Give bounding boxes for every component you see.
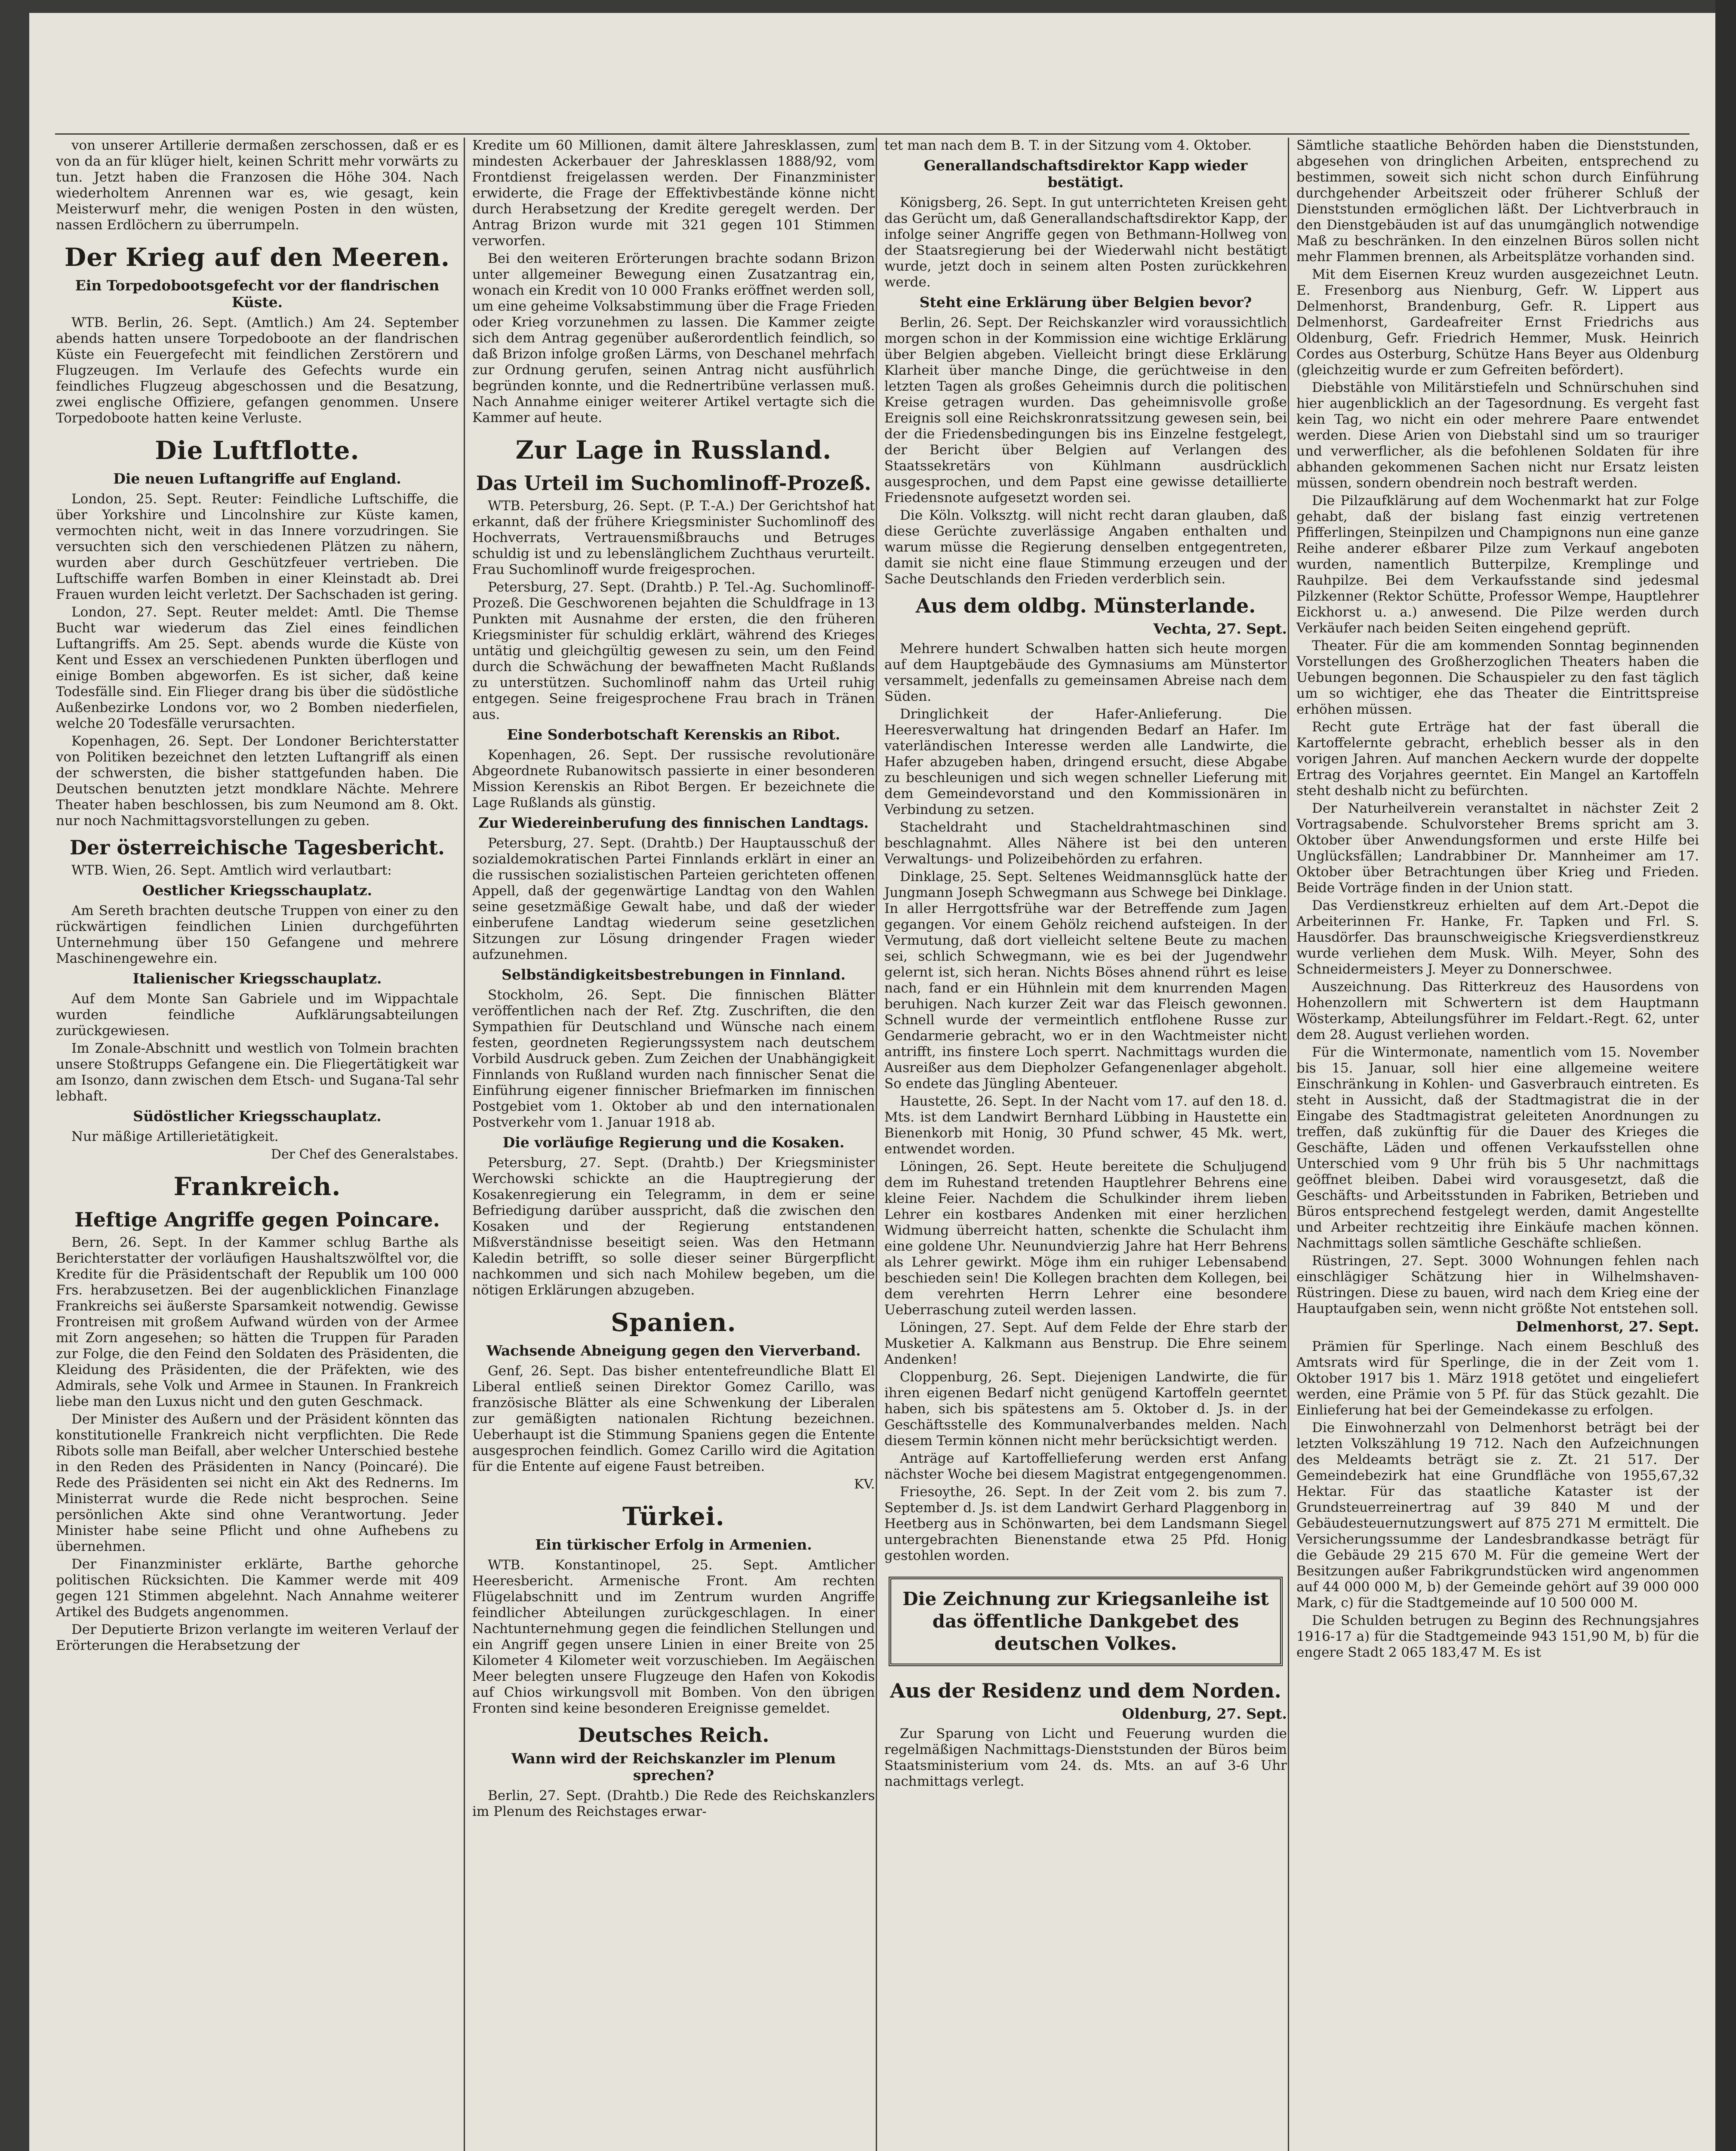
subheadline: Wachsende Abneigung gegen den Vierverband. <box>486 1342 861 1359</box>
article-text: Kopenhagen, 26. Sept. Der Londoner Berichterstatter von Politiken bezeichnet den letzten Luftangriff als einen der schwersten, die bisher stattgefunden haben. Die Deutschen benutzten jetzt mondklare Nächte. Mehrere Theater haben beschlossen, bis zum Neumond am 8. Okt. nur noch Nachmittagsvorstellungen zu geben. <box>56 733 459 829</box>
subheadline: Zur Wiedereinberufung des finnischen Landtags. <box>478 814 869 831</box>
article-text: London, 27. Sept. Reuter meldet: Amtl. Die Themse Bucht war wiederum das Ziel eines feindlichen Luftangriffs. Am 25. Sept. abends wurde die Küste von Kent und Essex an verschiedenen Punkten überflogen und einige Bomben abgeworfen. Es ist sicher, daß keine Todesfälle sind. Ein Flieger drang bis über die südöstliche Außenbezirke Londons vor, wo 2 Bomben niederfielen, welche 20 Todesfälle verursachten. <box>56 604 459 731</box>
newspaper-page <box>29 13 1715 2151</box>
article-text: Cloppenburg, 26. Sept. Diejenigen Landwirte, die für ihren eigenen Bedarf nicht genügend Kartoffeln geerntet haben, sich bis spätestens am 5. Oktober d. Js. in der Geschäftsstelle des Kommunalverbandes melden. Nach diesem Termin können nicht mehr berücksichtigt werden. <box>884 1369 1287 1448</box>
headline-muensterland: Aus dem oldbg. Münsterlande. <box>915 594 1256 617</box>
headline-russland: Zur Lage in Russland. <box>515 435 832 465</box>
article-text: Berlin, 26. Sept. Der Reichskanzler wird voraussichtlich morgen schon in der Kommission eine wichtige Erklärung über Belgien abgeben. Vielleicht bringt diese Erklärung Klarheit über manche Dinge, die gerüchtweise in den letzten Tagen als großes Geheimnis durch die politischen Kreise getragen wurden. Das geheimnisvolle große Ereignis soll eine Reichskronratssitzung gewesen sein, bei der die Friedensbedingungen bis ins Einzelne festgelegt, der Bericht über Belgien auf Verlangen des Staatssekretärs von Kühlmann ausdrücklich ausgesprochen, und dem Papst eine gewisse detaillierte Friedensnote aufgesetzt worden sei. <box>884 315 1287 505</box>
article-text: WTB. Konstantinopel, 25. Sept. Amtlicher Heeresbericht. Armenische Front. Am rechten Flügelabschnitt und im Zentrum wurden Angriffe feindlicher Abteilungen zurückgeschlagen. In einer Nachtunternehmung gegen die feindlichen Stellungen und ein Angriff gegen unsere Linien in einer Breite von 25 Kilometer 4 Kilometer weit vorzuschieben. Im Aegäischen Meer belegten unsere Flugzeuge den Hafen von Kokodis auf Chios wirkungsvoll mit Bomben. Von den übrigen Fronten sind keine besonderen Ereignisse gemeldet. <box>472 1557 875 1716</box>
article-text: Bei den weiteren Erörterungen brachte sodann Brizon unter allgemeiner Bewegung einen Zusatzantrag ein, wonach ein Kredit von 10 000 Franks eröffnet werden soll, um eine geheime Volksabstimmung über die Frage Frieden oder Krieg vorzunehmen zu lassen. Die Kammer zeigte sich dem Antrag gegenüber außerordentlich feindlich, so daß Brizon infolge großen Lärms, von Deschanel mehrfach zur Ordnung gerufen, seinen Antrag nicht ausführlich begründen konnte, und die Rednertribüne verlassen muß. Nach Annahme einiger weiterer Artikel vertagte sich die Kammer auf heute. <box>472 251 875 425</box>
headline-tuerkei: Türkei. <box>622 1502 725 1531</box>
article-text: Petersburg, 27. Sept. (Drahtb.) Der Hauptausschuß der sozialdemokratischen Partei Finnlands erklärt in einer an die russischen sozialistischen Parteien gerichteten offenen Appell, daß der gegenwärtige Landtag von den Wahlen seine gesetzmäßige Gewalt habe, und daß der wieder einberufene Landtag wiederum seine gesetzlichen Sitzungen zur Lösung dringender Fragen wieder aufzunehmen. <box>472 835 875 962</box>
article-text: Dinklage, 25. Sept. Seltenes Weidmannsglück hatte der Jungmann Joseph Schwegmann aus Schwege bei Dinklage. In aller Herrgottsfrühe war der Betreffende zum Jagen gegangen. Vor einem Gehölz reichend aufsteigen. In der Vermutung, daß dort vielleicht seltene Beute zu machen sei, schlich Schwegmann, wie es bei der Jugendwehr gelernt ist, sich heran. Nichts Böses ahnend rührt es leise nach, fand er ein Hühnlein mit dem knurrenden Magen beruhigen. Nach kurzer Zeit war das Fleisch gewonnen. Schnell wurde der vermeintlich entflohene Russe zur Gendarmerie gebracht, wo er in den Wachtmeister nicht antrifft, ins finstere Loch sperrt. Nachmittags wurden die Ausreißer aus dem Diepholzer Gefangenenlager abgeholt. So endete das Jüngling Abenteuer. <box>884 869 1287 1091</box>
article-text: Bern, 26. Sept. In der Kammer schlug Barthe als Berichterstatter der vorläufigen Haushaltszwölftel vor, die Kredite für die Präsidentschaft der Republik um 100 000 Frs. herabzusetzen. Bei der augenblicklichen Finanzlage Frankreichs sei äußerste Sparsamkeit notwendig. Gewisse Frontreisen mit großem Aufwand würden von der Armee mit Zorn angesehen; so hätten die Truppen für Paraden zur Folge, die den Feind den Soldaten des Präsidenten, die Kleidung des Präsidenten, die der Präfekten, wie des Admirals, sehe Volk und Armee in Staunen. In Frankreich liebe man den Luxus nicht und den guten Geschmack. <box>56 1235 459 1409</box>
article-text: Auf dem Monte San Gabriele und im Wippachtale wurden feindliche Aufklärungsabteilungen zurückgewiesen. <box>56 991 459 1039</box>
article-text: Der Naturheilverein veranstaltet in nächster Zeit 2 Vortragsabende. Schulvorsteher Brems spricht am 3. Oktober über Anwendungsformen und erste Hilfe bei Unglücksfällen; Landrabbiner Dr. Mannheimer am 17. Oktober über Betrachtungen über Krieg und Frieden. Beide Vorträge finden in der Union statt. <box>1296 801 1699 896</box>
article-text: Mit dem Eisernen Kreuz wurden ausgezeichnet Leutn. E. Fresenborg aus Nienburg, Gefr. W. Lippert aus Delmenhorst, Brandenburg, Gefr. R. Lippert aus Delmenhorst, Gardeafreiter Ernst Friedrichs aus Oldenburg, Gefr. Friedrich Hemmer, Musk. Heinrich Cordes aus Osterburg, Schütze Hans Beyer aus Oldenburg (gleichzeitig wurde er zum Gefreiten befördert). <box>1296 267 1699 378</box>
article-text: Zur Sparung von Licht und Feuerung wurden die regelmäßigen Nachmittags-Dienststunden der Büros beim Staatsministerium vom 24. ds. Mts. an auf 3-6 Uhr nachmittags verlegt. <box>884 1726 1287 1789</box>
article-text: Diebstähle von Militärstiefeln und Schnürschuhen sind hier augenblicklich an der Tagesordnung. Es vergeht fast kein Tag, wo nicht ein oder mehrere Paare entwendet werden. Diese Arien von Diebstahl sind um so trauriger und verwerflicher, als die befohlenen Soldaten für ihre abhanden gekommenen Sachen nicht nur Ersatz leisten müssen, sondern obendrein noch bestraft werden. <box>1296 380 1699 491</box>
subheadline: Steht eine Erklärung über Belgien bevor? <box>919 294 1252 311</box>
article-text: Für die Wintermonate, namentlich vom 15. November bis 15. Januar, soll hier eine allgemeine weitere Einschränkung in Kohlen- und Gasverbrauch eintreten. Es steht in Aussicht, daß der Stadtmagistrat die in der Eingabe des Stadtmagistrat geleiteten Anordnungen zu treffen, daß zukünftig für die Dauer des Krieges die Geschäfte, Läden und offenen Verkaufsstellen ohne Unterschied vom 9 Uhr früh bis 5 Uhr nachmittags geöffnet bleiben. Dabei wird vorausgesetzt, daß die Geschäfts- und Arbeitsstunden in Fabriken, Betrieben und Büros entsprechend festgelegt werden, damit Angestellte und Arbeiter rechtzeitig ihre Einkäufe machen können. Nachmittags sollen sämtliche Geschäfte schließen. <box>1296 1045 1699 1251</box>
article-text: WTB. Wien, 26. Sept. Amtlich wird verlautbart: <box>71 863 392 878</box>
page-edge-shadow <box>1715 0 1736 2151</box>
article-text: Petersburg, 27. Sept. (Drahtb.) P. Tel.-Ag. Suchomlinoff-Prozeß. Die Geschworenen bejahten die Schuldfrage in 13 Punkten mit Ausnahme der ersten, die den früheren Kriegsminister für schuldig erklärt, während des Krieges untätig und gleichgültig gewesen zu sein, um den Feind durch die Schwächung der bewaffneten Macht Rußlands zu unterstützen. Suchomlinoff nahm das Urteil ruhig entgegen. Seine freigesprochene Frau brach in Tränen aus. <box>472 579 875 722</box>
article-text: WTB. Berlin, 26. Sept. (Amtlich.) Am 24. September abends hatten unsere Torpedoboote an der flandrischen Küste ein Feuergefecht mit feindlichen Zerstörern und Flugzeugen. Im Verlaufe des Gefechts wurde ein feindliches Flugzeug abgeschossen und die Besatzung, zwei englische Offiziere, gefangen genommen. Unsere Torpedoboote hatten keine Verluste. <box>56 315 459 426</box>
article-text: Der Finanzminister erklärte, Barthe gehorche politischen Rücksichten. Die Kammer werde mit 409 gegen 121 Stimmen abgelehnt. Nach Annahme weiterer Artikel des Budgets angenommen. <box>56 1556 459 1620</box>
article-text: Im Zonale-Abschnitt und westlich von Tolmein brachten unsere Stoßtrupps Gefangene ein. Die Fliegertätigkeit war am Isonzo, dann zwischen dem Etsch- und Sugana-Tal sehr lebhaft. <box>56 1041 459 1104</box>
column-3 <box>879 138 1292 2151</box>
article-text: Die Köln. Volksztg. will nicht recht daran glauben, daß diese Gerüchte zuverlässige Angaben enthalten und warum müsse die Regierung denselben entgegentreten, damit sie nicht eine flaue Stimmung erzeugen und der Sache Deutschlands den Frieden verderblich sein. <box>884 508 1287 587</box>
article-text: von unserer Artillerie dermaßen zerschossen, daß er es von da an für klüger hielt, keinen Schritt mehr vorwärts zu tun. Jetzt haben die Franzosen die Höhe 304. Nach wiederholtem Anrennen war es, wie gesagt, kein Meisterwurf mehr, die wenigen Posten in den wüsten, nassen Erdlöchern zu überrumpeln. <box>56 138 459 233</box>
article-text: Stacheldraht und Stacheldrahtmaschinen sind beschlagnahmt. Alles Nähere ist bei den unteren Verwaltungs- und Polizeibehörden zu erfahren. <box>884 820 1287 867</box>
subheadline: Ein türkischer Erfolg in Armenien. <box>535 1536 812 1553</box>
subheadline: Italienischer Kriegsschauplatz. <box>132 970 382 987</box>
article-text: Friesoythe, 26. Sept. In der Zeit vom 2. bis zum 7. September d. Js. ist dem Landwirt Gerhard Plaggenborg in Heetberg aus in Schönwarten, bei dem Landsmann Siegel untergebrachten Bienenstande etwa 25 Pfd. Honig gestohlen worden. <box>884 1484 1287 1563</box>
article-text: Anträge auf Kartoffellieferung werden erst Anfang nächster Woche bei diesem Magistrat entgegengenommen. <box>884 1451 1287 1482</box>
article-text: Nur mäßige Artillerietätigkeit. <box>71 1129 279 1144</box>
article-text: Petersburg, 27. Sept. (Drahtb.) Der Kriegsminister Werchowski schickte an die Hauptregierung der Kosakenregierung ein Telegramm, in dem er seine Befriedigung darüber ausspricht, daß die zwischen den Kosaken und der Regierung entstandenen Mißverständnisse beseitigt seien. Was den Hetmann Kaledin betrifft, so solle dieser seiner Bürgerpflicht nachkommen und sich nach Mohilew begeben, um die nötigen Erklärungen abzugeben. <box>472 1155 875 1298</box>
article-text: Das Verdienstkreuz erhielten auf dem Art.-Depot die Arbeiterinnen Fr. Hanke, Fr. Tapken und Frl. S. Hausdörfer. Das braunschweigische Kriegsverdienstkreuz wurde verliehen dem Musk. Wilh. Meyer, Sohn des Schneidermeisters J. Meyer zu Donnerschwee. <box>1296 898 1699 977</box>
article-text: WTB. Petersburg, 26. Sept. (P. T.-A.) Der Gerichtshof hat erkannt, daß der frühere Kriegsminister Suchomlinoff des Hochverrats, Vertrauensmißbrauchs und Betruges schuldig ist und zu lebenslänglichem Zuchthaus verurteilt. Frau Suchomlinoff wurde freigesprochen. <box>472 498 875 577</box>
article-text: Dringlichkeit der Hafer-Anlieferung. Die Heeresverwaltung hat dringenden Bedarf an Hafer. Im vaterländischen Interesse werden alle Landwirte, die Hafer abzugeben haben, dringend ersucht, diese Abgabe zu beschleunigen und sich wegen schneller Lieferung mit dem Gemeindevorstand und den Kommissionären in Verbindung zu setzen. <box>884 706 1287 817</box>
column-2 <box>467 138 880 2151</box>
article-text: Sämtliche staatliche Behörden haben die Dienststunden, abgesehen von dringlichen Arbeiten, entsprechend zu bestimmen, soweit sich nicht schon durch Einführung durchgehender Arbeitszeit oder früherer Schluß der Dienststunden ermöglichen läßt. Der Lichtverbrauch in den Dienstgebäuden ist auf das unumgänglich notwendige Maß zu beschränken. In den einzelnen Büros sollen nicht mehr Flammen brennen, als Arbeitsplätze vorhanden sind. <box>1296 138 1699 265</box>
subheadline: Ein Torpedobootsgefecht vor der flandrischen Küste. <box>75 277 440 311</box>
subheadline: Generallandschaftsdirektor Kapp wieder bestätigt. <box>923 157 1248 191</box>
subheadline-large: Heftige Angriffe gegen Poincare. <box>74 1208 440 1231</box>
article-text: tet man nach dem B. T. in der Sitzung vom 4. Oktober. <box>884 138 1252 153</box>
signature: Der Chef des Generalstabes. <box>271 1147 459 1162</box>
article-text: Löningen, 27. Sept. Auf dem Felde der Ehre starb der Musketier A. Kalkmann aus Benstrup. Die Ehre seinem Andenken! <box>884 1320 1287 1367</box>
headline-meeren: Der Krieg auf den Meeren. <box>64 243 450 272</box>
article-text: Der Deputierte Brizon verlangte im weiteren Verlauf der Erörterungen die Herabsetzung der <box>56 1622 459 1653</box>
subheadline: Die vorläufige Regierung und die Kosaken. <box>502 1134 845 1151</box>
article-text: Die Pilzaufklärung auf dem Wochenmarkt hat zur Folge gehabt, daß der bislang fast einzig vertretenen Pfifferlingen, Steinpilzen und Champignons nun eine ganze Reihe anderer eßbarer Pilze zum Verkauf angeboten wurden, namentlich Butterpilze, Kremplinge und Rauhpilze. Bei dem Verkaufsstande sind jedesmal Pilzkenner (Rektor Schütte, Professor Wempe, Hauptlehrer Eickhorst u. a.) anwesend. Die Pilze werden durch Verkäufer nach beiden Seiten eingehend geprüft. <box>1296 493 1699 636</box>
article-text: Königsberg, 26. Sept. In gut unterrichteten Kreisen geht das Gerücht um, daß Generallandschaftsdirektor Kapp, der infolge seiner Angriffe gegen von Bethmann-Hollweg von der Staatsregierung bei der Wiederwahl nicht bestätigt wurde, jetzt doch in seinem alten Posten zurückkehren werde. <box>884 195 1287 290</box>
column-1 <box>51 138 464 2151</box>
subheadline: Südöstlicher Kriegsschauplatz. <box>133 1108 382 1125</box>
subheadline: Oestlicher Kriegsschauplatz. <box>142 882 372 899</box>
article-text: Am Sereth brachten deutsche Truppen von einer zu den rückwärtigen feindlichen Linien durchgeführten Unternehmung über 150 Gefangene und mehrere Maschinengewehre ein. <box>56 903 459 966</box>
article-text: Berlin, 27. Sept. (Drahtb.) Die Rede des Reichskanzlers im Plenum des Reichstages erwar- <box>472 1788 875 1819</box>
article-text: Der Minister des Außern und der Präsident könnten das konstitutionelle Frankreich nicht verpflichten. Die Rede Ribots solle man Beifall, aber welcher Unterschied bestehe in den Reden des Präsidenten in Nancy (Poincaré). Die Rede des Präsidenten sei nicht ein Akt des Rednerns. Im Ministerrat wurde die Rede nicht besprochen. Seine persönlichen Akte sind ohne Verantwortung. Jeder Minister habe seine Pflicht und ohne Aufhebens zu übernehmen. <box>56 1411 459 1554</box>
article-text: Die Schulden betrugen zu Beginn des Rechnungsjahres 1916-17 a) für die Stadtgemeinde 943 151,90 M, b) für die engere Stadt 2 065 183,47 M. Es ist <box>1296 1613 1699 1660</box>
headline-oesterreich: Der österreichische Tagesbericht. <box>69 836 445 859</box>
dateline: Oldenburg, 27. Sept. <box>1122 1705 1287 1722</box>
dateline: Delmenhorst, 27. Sept. <box>1516 1318 1699 1335</box>
article-text: Genf, 26. Sept. Das bisher ententefreundliche Blatt El Liberal entließ seinen Direktor Gomez Carillo, was französische Blätter als eine Schwenkung der Liberalen zur gemäßigten nationalen Richtung bezeichnen. Ueberhaupt ist die Stimmung Spaniens gegen die Entente ausgesprochen feindlich. Gomez Carillo wird die Agitation für die Entente auf eigene Faust betreiben. <box>472 1363 875 1474</box>
dateline: Vechta, 27. Sept. <box>1153 620 1287 637</box>
column-rule <box>464 138 465 2151</box>
article-text: Die Einwohnerzahl von Delmenhorst beträgt bei der letzten Volkszählung 19 712. Nach den Aufzeichnungen des Meldeamts beträgt sie z. Zt. 21 517. Der Gemeindebezirk hat eine Grundfläche von 1955,67,32 Hektar. Für das staatliche Kataster ist der Grundsteuerreinertrag auf 39 840 M und der Gebäudesteuernutzungswert auf 875 271 M ermittelt. Die Versicherungssumme der Landesbrandkasse beträgt für die Gebäude 29 215 670 M. Für die gemeine Wert der Besitzungen außer Fabrikgrundstücken wird angenommen auf 44 000 000 M, b) der Gemeinde gehört auf 39 000 000 Mark, c) für die Stadtgemeinde auf 10 500 000 M. <box>1296 1420 1699 1611</box>
article-text: Recht gute Erträge hat der fast überall die Kartoffelernte gebracht, erheblich besser als in den vorigen Jahren. Auf manchen Aeckern wurde der doppelte Ertrag des Vorjahres geerntet. Ein Mangel an Kartoffeln steht deshalb nicht zu befürchten. <box>1296 719 1699 798</box>
subheadline: Wann wird der Reichskanzler im Plenum sprechen? <box>511 1750 836 1784</box>
subheadline-large: Das Urteil im Suchomlinoff-Prozeß. <box>476 471 871 495</box>
subheadline: Eine Sonderbotschaft Kerenskis an Ribot. <box>507 726 840 743</box>
headline-frankreich: Frankreich. <box>173 1172 341 1201</box>
article-text: Kredite um 60 Millionen, damit ältere Jahresklassen, zum mindesten Ackerbauer der Jahresklassen 1888/92, vom Frontdienst freigelassen werden. Der Finanzminister erwiderte, die Frage der Effektivbestände könne nicht durch Herabsetzung der Kredite geregelt werden. Der Antrag Brizon wurde mit 321 gegen 101 Stimmen verworfen. <box>472 138 875 249</box>
headline-residenz: Aus der Residenz und dem Norden. <box>890 1679 1281 1702</box>
article-text: Rüstringen, 27. Sept. 3000 Wohnungen fehlen nach einschlägiger Schätzung hier in Wilhelmshaven-Rüstringen. Diese zu bauen, wird nach dem Krieg eine der Hauptaufgaben sein, wenn nicht größte Not entstehen soll. <box>1296 1253 1699 1316</box>
article-text: Haustette, 26. Sept. In der Nacht vom 17. auf den 18. d. Mts. ist dem Landwirt Bernhard Lübbing in Haustette ein Bienenkorb mit Honig, 30 Pfund schwer, 45 Mk. wert, entwendet worden. <box>884 1094 1287 1157</box>
article-text: London, 25. Sept. Reuter: Feindliche Luftschiffe, die über Yorkshire und Lincolnshire zur Küste kamen, vermochten nicht, weit in das Innere vorzudringen. Sie versuchten sich den verschiedenen Plätzen zu nähern, wurden aber durch Geschützfeuer vertrieben. Die Luftschiffe warfen Bomben in einer Kleinstadt ab. Drei Frauen wurden leicht verletzt. Der Sachschaden ist gering. <box>56 491 459 602</box>
headline-luftflotte: Die Luftflotte. <box>155 436 360 465</box>
article-text: Kopenhagen, 26. Sept. Der russische revolutionäre Abgeordnete Rubanowitsch passierte in einer besonderen Mission Kerenskis an Ribot Bergen. Er bezeichnete die Lage Rußlands als günstig. <box>472 747 875 810</box>
article-text: Mehrere hundert Schwalben hatten sich heute morgen auf dem Hauptgebäude des Gymnasiums am Münstertor versammelt, jedenfalls zu gemeinsamen Abreise nach dem Süden. <box>884 641 1287 704</box>
subheadline: Die neuen Luftangriffe auf England. <box>113 470 401 487</box>
signature: KV. <box>854 1477 875 1492</box>
article-text: Stockholm, 26. Sept. Die finnischen Blätter veröffentlichen nach der Ref. Ztg. Zuschriften, die den Sympathien für Deutschland und Wünsche nach einem festen, geordneten Regierungssystem nach deutschem Vorbild Ausdruck geben. Zum Zeichen der Unabhängigkeit Finnlands von Rußland wurden nach finnischer Senat die Einführung eigener finnischer Briefmarken im finnischen Postgebiet vom 1. Oktober ab und den internationalen Postverkehr vom 1. Januar 1918 ab. <box>472 987 875 1130</box>
article-text: Prämien für Sperlinge. Nach einem Beschluß des Amtsrats wird für Sperlinge, die in der Zeit vom 1. Oktober 1917 bis 1. März 1918 getötet und eingeliefert werden, eine Prämie von 5 Pf. für das Stück gezahlt. Die Einlieferung hat bei der Gemeindekasse zu erfolgen. <box>1296 1339 1699 1418</box>
article-text: Theater. Für die am kommenden Sonntag beginnenden Vorstellungen des Großherzoglichen Theaters haben die Uebungen begonnen. Die Schauspieler zu den fast täglich um so wichtiger, ehe das Theater die Eintrittspreise erhöhen müssen. <box>1296 638 1699 717</box>
top-rule <box>55 133 1690 135</box>
article-text: Auszeichnung. Das Ritterkreuz des Hausordens von Hohenzollern mit Schwertern ist dem Hauptmann Wösterkamp, Abteilungsführer im Feldart.-Regt. 62, unter dem 28. August verliehen worden. <box>1296 979 1699 1042</box>
headline-spanien: Spanien. <box>611 1308 736 1337</box>
article-text: Löningen, 26. Sept. Heute bereitete die Schuljugend dem im Ruhestand tretenden Hauptlehrer Behrens eine kleine Feier. Nachdem die Schulkinder ihrem lieben Lehrer ein kostbares Andenken mit einer herzlichen Widmung überreicht hatten, schenkte die Schulacht ihm eine goldene Uhr. Neunundvierzig Jahre hat Herr Behrens als Lehrer gewirkt. Möge ihm ein ruhiger Lebensabend beschieden sein! Die Kollegen brachten dem Kollegen, bei dem verehrten Herrn Lehrer eine besondere Ueberraschung zuteil werden lassen. <box>884 1159 1287 1318</box>
column-4 <box>1291 138 1704 2151</box>
subheadline: Selbständigkeitsbestrebungen in Finnland. <box>502 966 846 983</box>
headline-deutsches-reich: Deutsches Reich. <box>578 1723 770 1747</box>
war-loan-box: Die Zeichnung zur Kriegsanleihe ist das öffentliche Dankgebet des deutschen Volkes. <box>889 1577 1283 1666</box>
